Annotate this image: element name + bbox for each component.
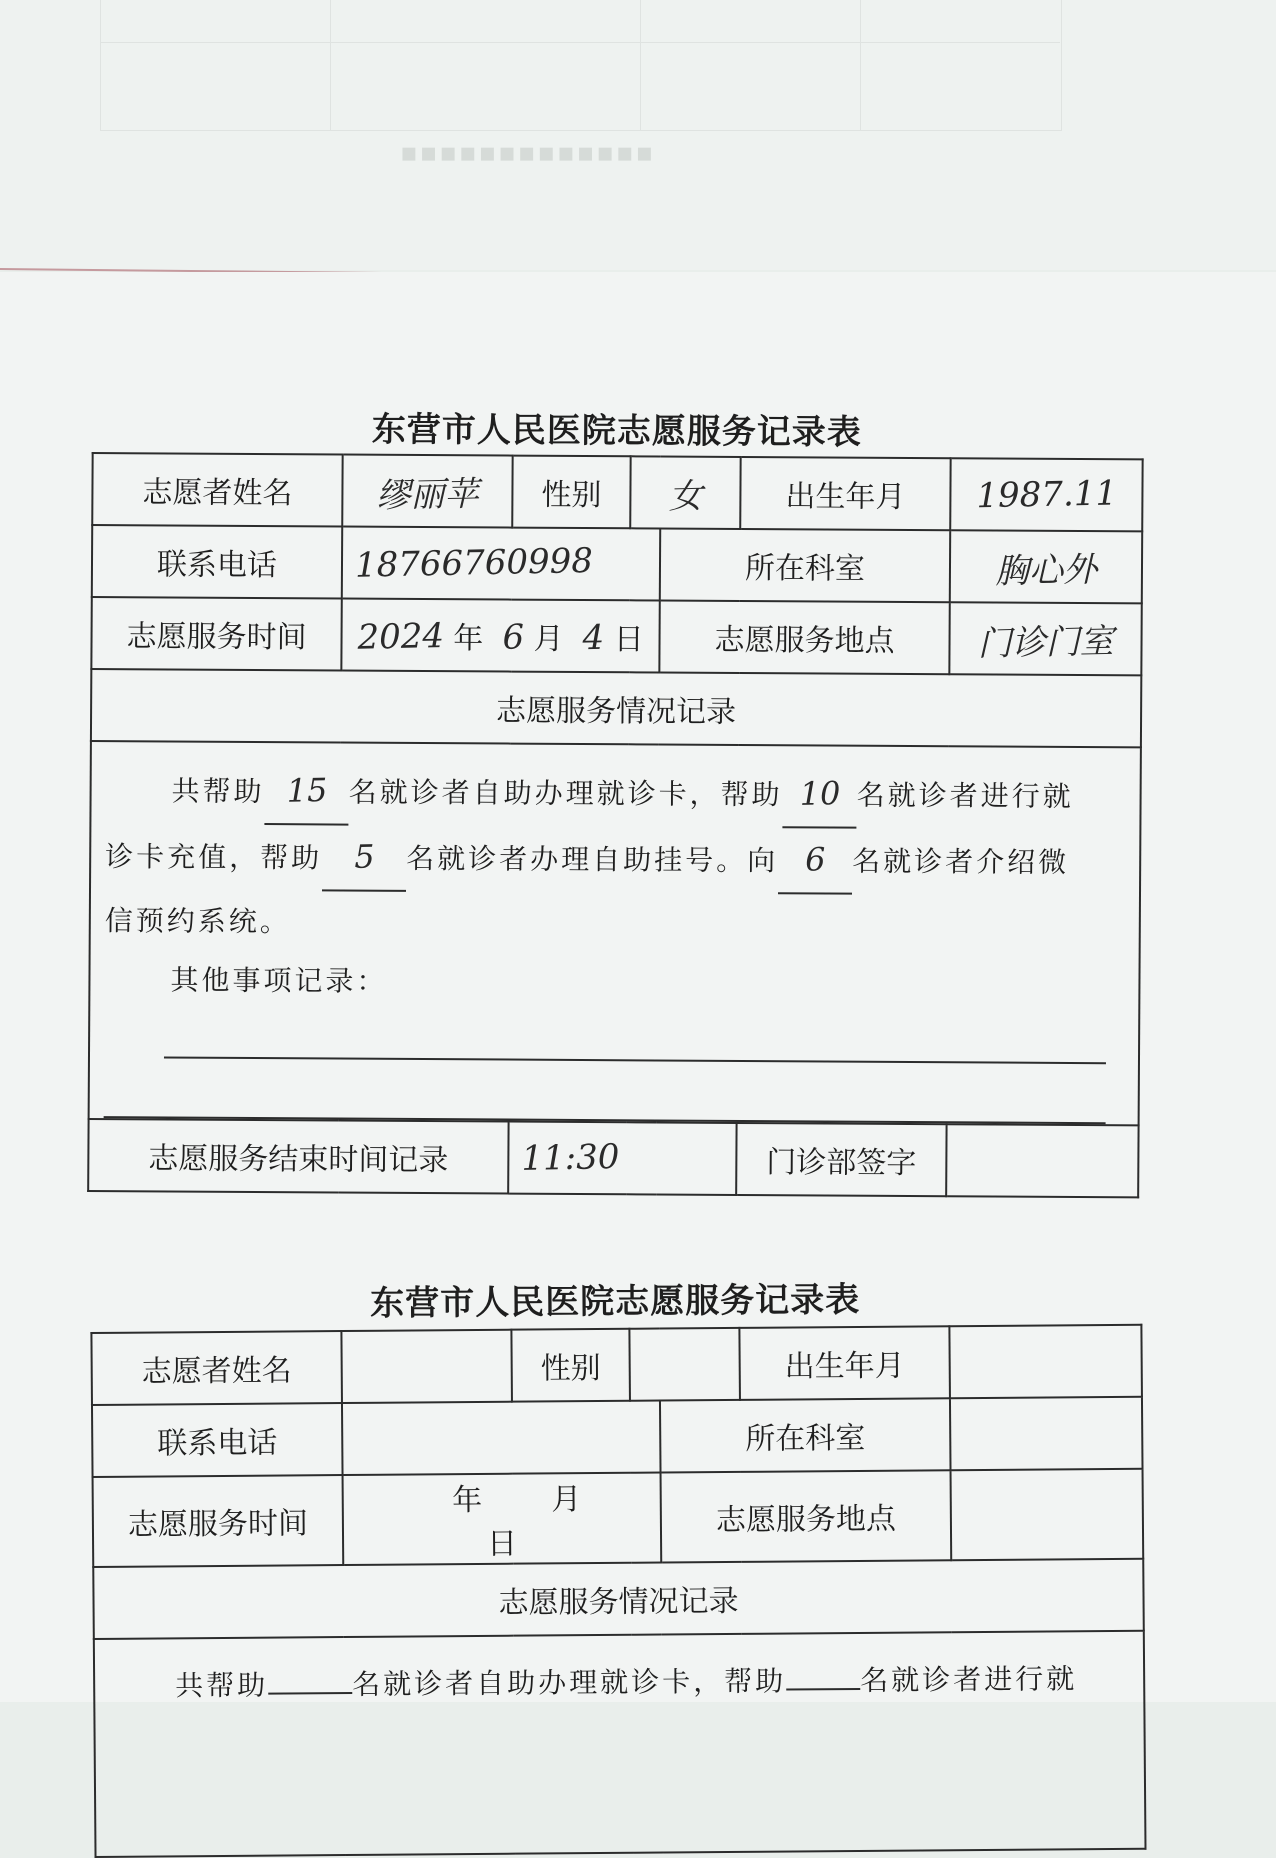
phone-value-2[interactable] — [342, 1401, 661, 1475]
birth-label: 出生年月 — [740, 457, 950, 530]
service-place-label-2: 志愿服务地点 — [661, 1470, 952, 1562]
day-label-2: 日 — [486, 1526, 518, 1562]
department-label-2: 所在科室 — [660, 1398, 951, 1472]
signature-value[interactable] — [946, 1124, 1138, 1197]
gender-label: 性别 — [512, 456, 630, 529]
month-label: 月 — [533, 621, 564, 657]
blank-wechat-count[interactable]: 6 — [778, 828, 852, 894]
service-place-label: 志愿服务地点 — [659, 600, 949, 674]
blank-recharge-count-2[interactable] — [786, 1688, 860, 1691]
row-service-time — [91, 597, 1141, 675]
month-label-2: 月 — [551, 1482, 582, 1518]
phone-label-2: 联系电话 — [92, 1403, 343, 1477]
record-header: 志愿服务情况记录 — [91, 669, 1141, 747]
phone-value[interactable]: 18766760998 — [342, 527, 660, 601]
service-date-value-2[interactable] — [343, 1473, 662, 1565]
year-label-2: 年 — [452, 1482, 483, 1519]
record-body — [89, 741, 1141, 1125]
row-name — [92, 453, 1142, 531]
year-label: 年 — [453, 621, 484, 657]
row-record-header-2 — [93, 1559, 1144, 1639]
phone-label: 联系电话 — [92, 525, 342, 599]
service-time-label-2: 志愿服务时间 — [93, 1475, 344, 1567]
birth-value[interactable]: 1987.11 — [950, 458, 1142, 531]
record-header-2: 志愿服务情况记录 — [93, 1559, 1144, 1639]
form-title: 东营市人民医院志愿服务记录表 — [371, 409, 862, 453]
signature-label: 门诊部签字 — [736, 1123, 946, 1196]
row-phone — [92, 525, 1142, 603]
day-label: 日 — [613, 622, 644, 658]
previous-page-bleed — [0, 0, 1276, 270]
row-record-header — [91, 669, 1141, 747]
ghost-text: ▪▪▪▪▪▪▪▪▪▪▪▪▪ — [400, 138, 656, 168]
row-record-body-2 — [94, 1631, 1146, 1857]
end-time-value[interactable]: 11:30 — [508, 1122, 736, 1195]
year-value: 2024 — [356, 616, 445, 658]
gender-value-2[interactable] — [629, 1328, 740, 1401]
row-service-time-2 — [93, 1469, 1144, 1567]
service-place-value[interactable]: 门诊门室 — [949, 602, 1141, 675]
gender-value[interactable]: 女 — [630, 456, 740, 529]
month-value: 6 — [502, 617, 525, 658]
end-time-label: 志愿服务结束时间记录 — [88, 1119, 508, 1194]
department-value[interactable]: 胸心外 — [950, 530, 1142, 603]
day-value: 4 — [582, 617, 605, 659]
form-table — [87, 452, 1144, 1198]
other-matters-line-1[interactable] — [164, 1056, 1106, 1064]
row-name-2 — [91, 1325, 1142, 1405]
blank-card-count-2[interactable] — [268, 1692, 352, 1695]
other-matters-label: 其他事项记录： — [170, 963, 388, 998]
blank-card-count[interactable]: 15 — [264, 759, 348, 826]
service-date-value[interactable] — [341, 599, 659, 673]
service-place-value-2[interactable] — [951, 1469, 1144, 1561]
name-value-2[interactable] — [341, 1330, 512, 1403]
form-title-2: 东营市人民医院志愿服务记录表 — [370, 1279, 861, 1324]
birth-value-2[interactable] — [949, 1325, 1142, 1399]
birth-label-2: 出生年月 — [739, 1326, 950, 1400]
department-value-2[interactable] — [950, 1397, 1143, 1471]
record-body-2 — [94, 1631, 1146, 1857]
form-table-2 — [90, 1324, 1146, 1858]
record-line-1: 共帮助 15 名就诊者自助办理就诊卡，帮助 10 名就诊者进行就 — [105, 758, 1127, 830]
row-phone-2 — [92, 1397, 1143, 1477]
blank-register-count[interactable]: 5 — [322, 825, 406, 892]
blank-recharge-count[interactable]: 10 — [782, 762, 856, 828]
record-line-3: 信预约系统。 — [104, 904, 291, 939]
name-label-2: 志愿者姓名 — [91, 1331, 342, 1405]
gender-label-2: 性别 — [511, 1329, 630, 1402]
record-line-2: 诊卡充值，帮助 5 名就诊者办理自助挂号。向 6 名就诊者介绍微 — [105, 824, 1127, 896]
service-time-label: 志愿服务时间 — [91, 597, 341, 671]
department-label: 所在科室 — [660, 528, 950, 602]
row-end-time — [88, 1119, 1138, 1197]
record-line-1-2: 共帮助 名就诊者自助办理就诊卡，帮助 名就诊者进行就 — [175, 1662, 1078, 1703]
name-value[interactable]: 缪丽苹 — [342, 455, 512, 528]
name-label: 志愿者姓名 — [92, 453, 342, 527]
row-record-body — [89, 741, 1141, 1125]
